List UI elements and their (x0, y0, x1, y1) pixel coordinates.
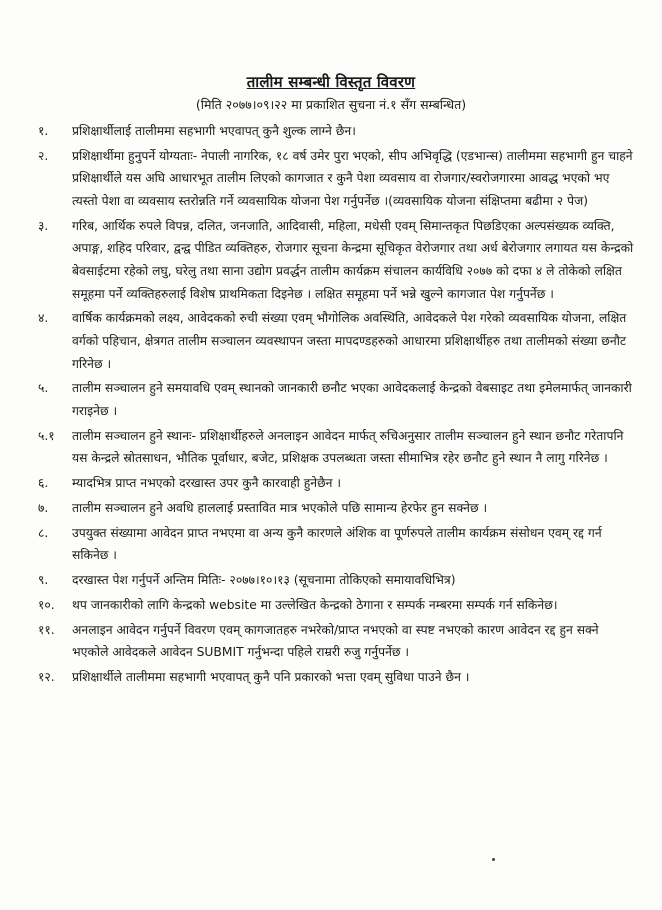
item-number: ५. (38, 381, 49, 396)
item-number: ७. (38, 500, 49, 515)
item-text: तालीम सञ्चालन हुने समयावधि एवम् स्थानको जानकारी छनौट भएका आवेदकलाई केन्द्रको वेबसाइट तथा इमेलमार्फत् जानकारी गराइनेछ । (72, 381, 632, 418)
item-text: अनलाइन आवेदन गर्नुपर्ने विवरण एवम् कागजातहरु नभरेको/प्राप्त नभएको वा स्पष्ट नभएको कारण आवेदन रद्द हुन सक्ने भएकोले आवेदकले आवेदन SUBMIT गर्नुभन्दा पहिले राम्ररी रुजु गर्नुपर्नेछ । (72, 622, 599, 660)
list-item (38, 472, 638, 495)
item-number: २. (38, 148, 49, 163)
details-list (38, 120, 638, 691)
item-number: ११. (38, 622, 55, 637)
item-number: ३. (38, 218, 49, 233)
item-text: प्रशिक्षार्थीले तालीममा सहभागी भएवापत् कुनै पनि प्रकारको भत्ता एवम् सुविधा पाउने छैन । (72, 669, 470, 684)
item-number: ४. (38, 311, 49, 326)
item-text: थप जानकारीको लागि केन्द्रको website मा उल्लेखित केन्द्रको ठेगाना र सम्पर्क नम्बरमा सम्पर्क गर्न सकिनेछ। (72, 597, 558, 612)
item-text: प्रशिक्षार्थीलाई तालीममा सहभागी भएवापत् कुनै शुल्क लाग्ने छैन। (72, 124, 356, 138)
item-text: उपयुक्त संख्यामा आवेदन प्राप्त नभएमा वा अन्य कुनै कारणले अंशिक वा पूर्णरुपले तालीम कार्यक्रम संसोधन एवम् रद्द गर्न सकिनेछ । (72, 525, 602, 563)
scan-speck (492, 858, 495, 861)
item-text: दरखास्त पेश गर्नुपर्ने अन्तिम मितिः- २०७७।१०।१३ (सूचनामा तोकिएको समायावधिभित्र) (72, 572, 456, 587)
item-number: ५.१ (38, 428, 55, 443)
list-item (38, 666, 638, 689)
item-text: म्यादभित्र प्राप्त नभएको दरखास्त उपर कुनै कारवाही हुनेछैन । (72, 476, 342, 491)
item-text: वार्षिक कार्यक्रमको लक्ष्य, आवेदकको रुची संख्या एवम् भौगोलिक अवस्थिति, आवेदकले पेश गरेको व्यवसायिक योजना, लक्षित वर्गको पहिचान, क्षेत्रगत तालीम सञ्चालन व्यवस्थापन जस्ता मापदण्डहरुको आधारमा प्रशिक्षार्थीहरु तथा तालीमको संख्या छनौट गरिनेछ । (72, 311, 627, 371)
document-subtitle: (मिति २०७७।०९।२२ मा प्रकाशित सुचना नं.१ सँग सम्बन्धित) (195, 97, 467, 112)
item-text: तालीम सञ्चालन हुने स्थानः- प्रशिक्षार्थीहरुले अनलाइन आवेदन मार्फत् रुचिअनुसार तालीम सञ्चालन हुने स्थान छनौट गरेतापनि यस केन्द्रले स्रोतसाधन, भौतिक पूर्वाधार, बजेट, प्रशिक्षक उपलब्धता जस्ता सीमाभित्र रहेर छनौट हुने स्थान नै लागु गरिनेछ । (72, 428, 624, 466)
item-number: १०. (38, 597, 55, 612)
list-item (38, 145, 638, 213)
item-number: १. (38, 124, 49, 138)
item-number: ८. (38, 525, 49, 540)
item-number: ६. (38, 476, 49, 491)
list-item (38, 307, 638, 375)
list-item (38, 619, 638, 664)
list-item (38, 522, 638, 567)
list-item (38, 215, 638, 305)
list-item (38, 120, 638, 143)
item-number: ९. (38, 572, 49, 587)
list-item (38, 497, 638, 520)
item-text: प्रशिक्षार्थीमा हुनुपर्ने योग्यताः- नेपाली नागरिक, १८ वर्ष उमेर पुरा भएको, सीप अभिवृद्धि (एडभान्स) तालीममा सहभागी हुन चाहने प्रशिक्षार्थीले यस अघि आधारभूत तालीम लिएको कागजात र कुनै पेशा व्यवसाय वा रोजगार/स्वरोजगारमा आवद्ध भएको भए त्यस्तो पेशा वा व्यवसाय स्तरोन्नति गर्ने व्यवसायिक योजना पेश गर्नुपर्नेछ ।(व्यवसायिक योजना संक्षिप्तमा बढीमा २ पेज) (72, 148, 633, 208)
document-title: तालीम सम्बन्धी विस्तृत विवरण (246, 73, 416, 91)
item-text: तालीम सञ्चालन हुने अवधि हाललाई प्रस्तावित मात्र भएकोले पछि सामान्य हेरफेर हुन सक्नेछ । (72, 500, 488, 515)
item-number: १२. (38, 669, 55, 684)
item-text: गरिब, आर्थिक रुपले विपन्न, दलित, जनजाति, आदिवासी, महिला, मधेसी एवम् सिमान्तकृत पिछडिएका अल्पसंख्यक व्यक्ति, अपाङ्ग, शहिद परिवार, द्वन्द्व पीडित व्यक्तिहरु, रोजगार सूचना केन्द्रमा सूचिकृत वेरोजगार तथा अर्ध बेरोजगार लगायत यस केन्द्रको बेवसाईटमा रहेको लघु, घरेलु तथा साना उद्योग प्रवर्द्धन तालीम कार्यक्रम संचालन कार्यविधि २०७७ को दफा ४ ले तोकेको लक्षित समूहमा पर्ने व्यक्तिहरुलाई विशेष प्राथमिकता दिइनेछ । लक्षित समूहमा पर्ने भन्ने खुल्ने कागजात पेश गर्नुपर्नेछ । (72, 218, 634, 301)
list-item (38, 569, 638, 592)
list-item (38, 377, 638, 422)
list-item (38, 425, 638, 470)
list-item (38, 594, 638, 617)
